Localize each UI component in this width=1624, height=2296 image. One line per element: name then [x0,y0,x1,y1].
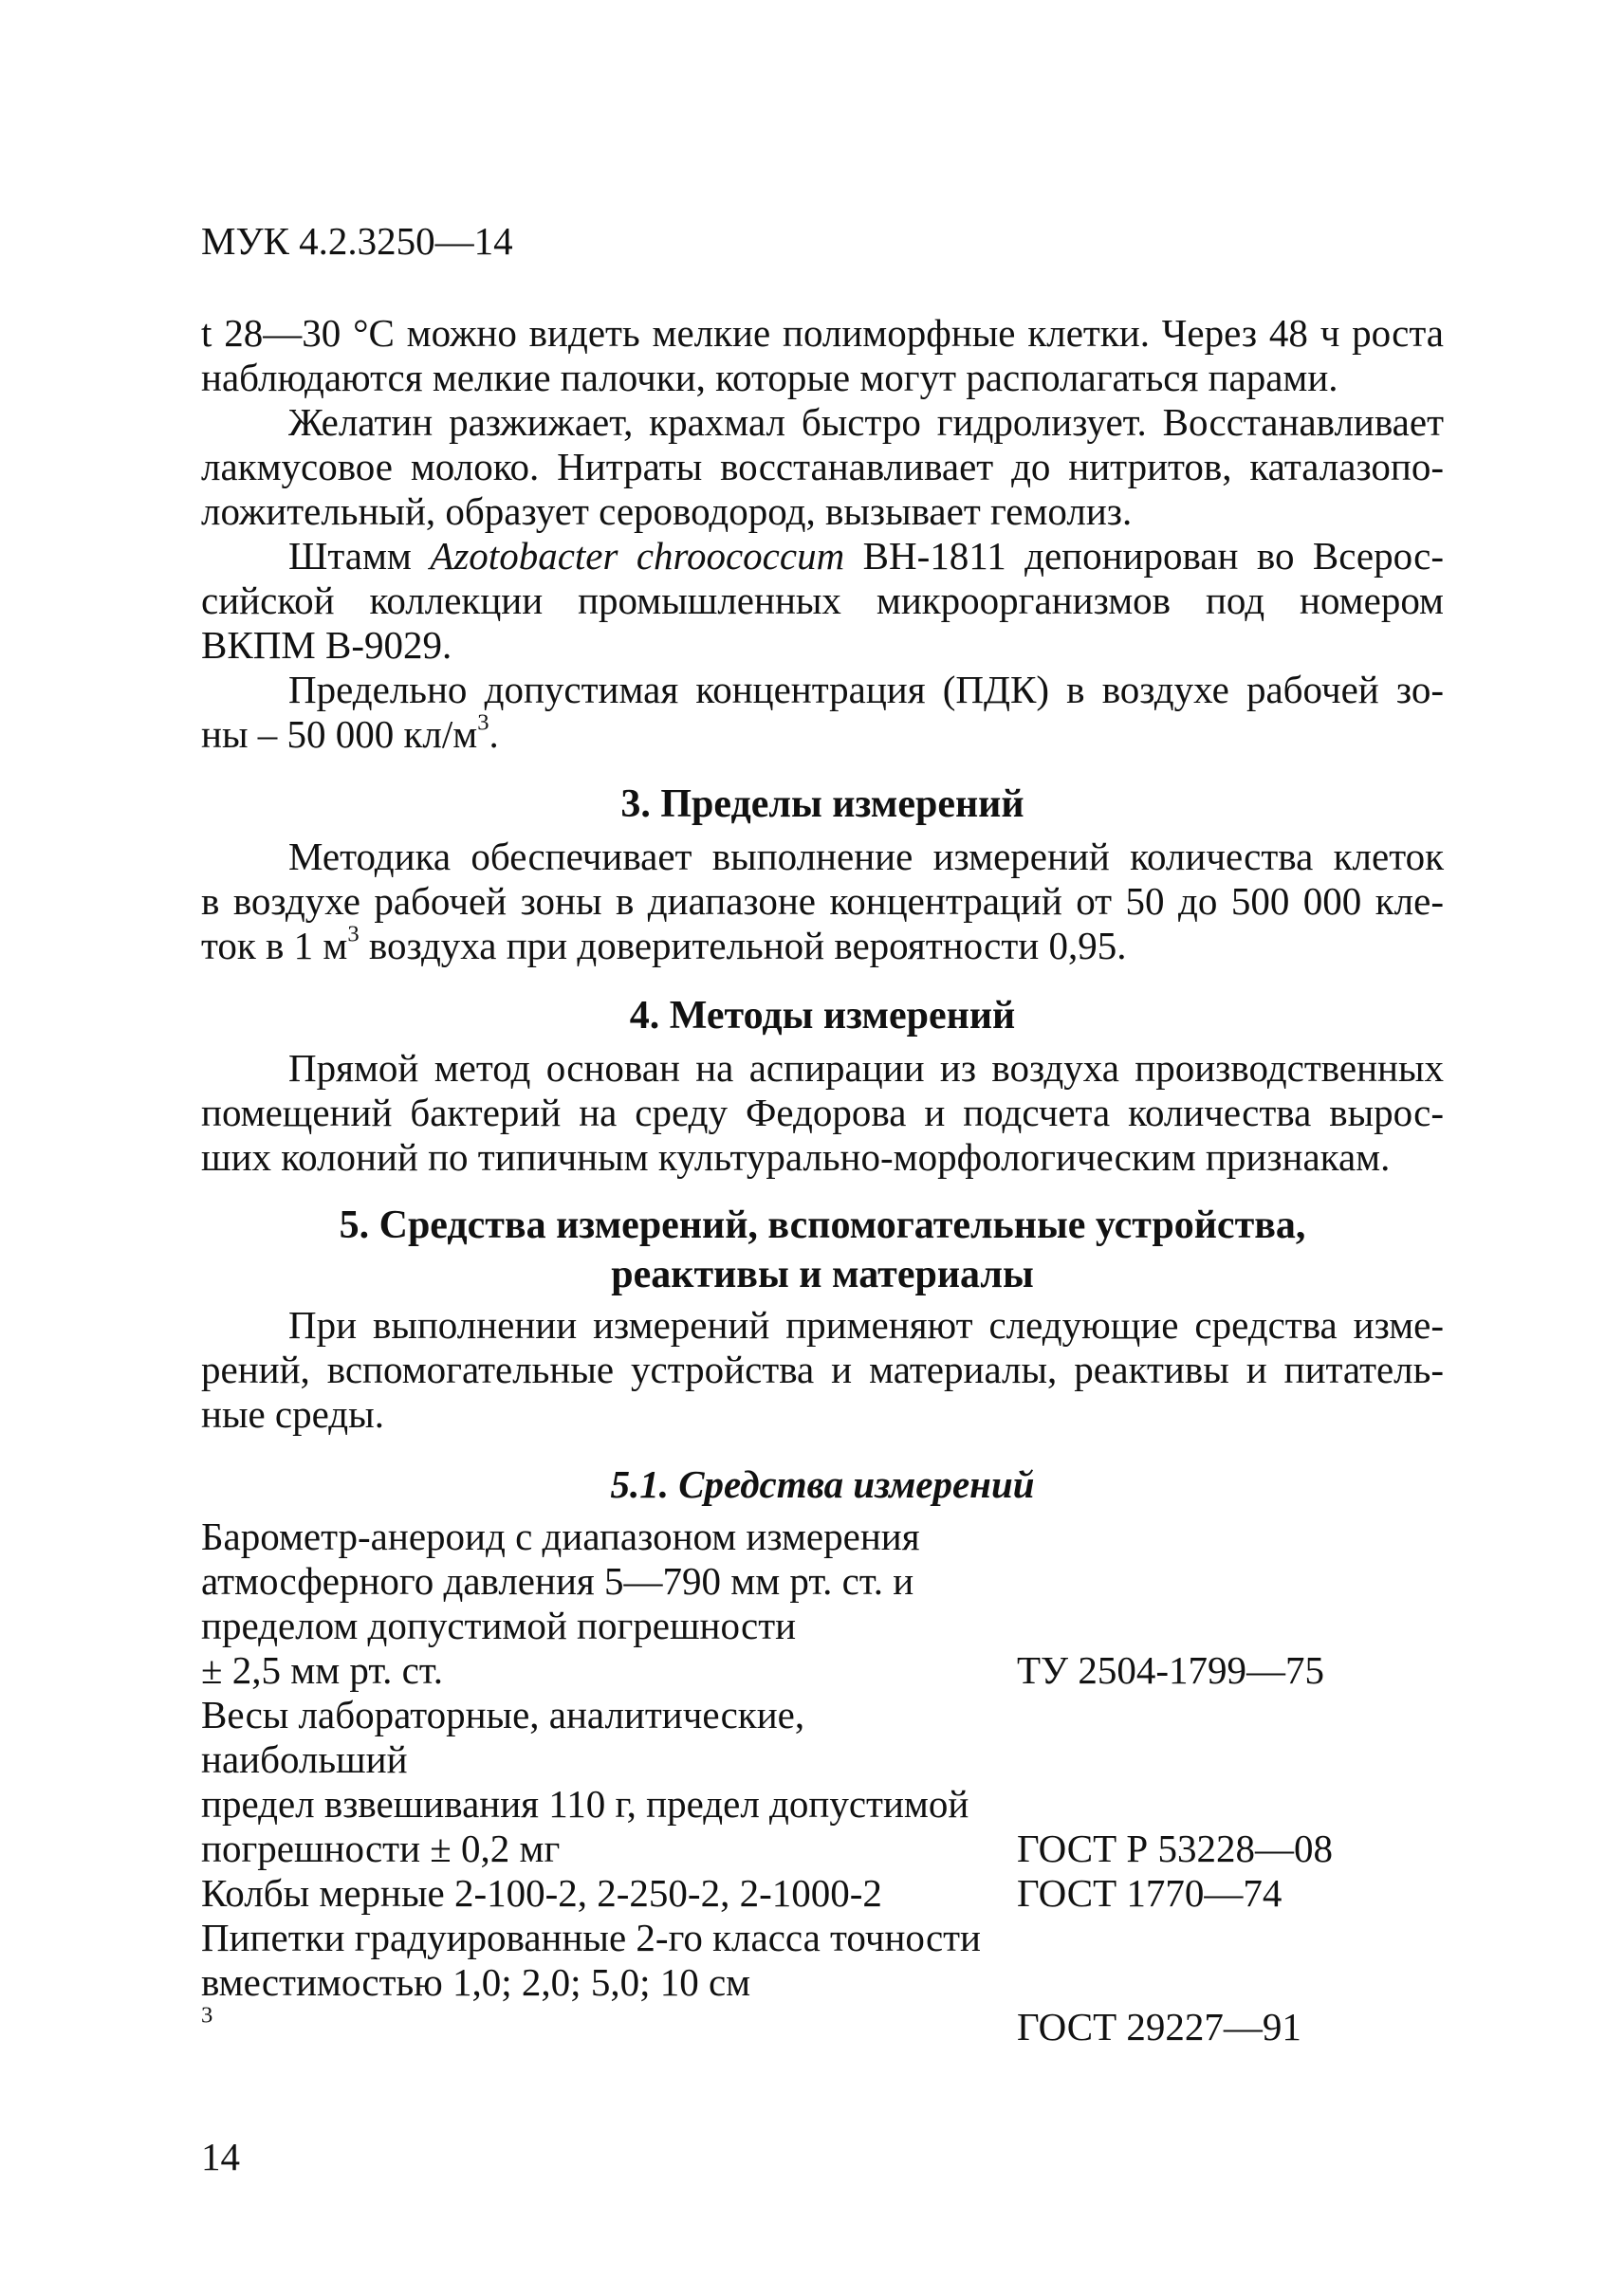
list-item [201,1693,1444,1871]
list-item [201,1916,1444,2049]
superscript: 3 [477,709,489,736]
text-line: При выполнении измерений применяют следующие средства изме- [288,1303,1444,1347]
instrument-description [201,1693,988,1871]
instrument-standard: ГОСТ Р 53228—08 [1017,1827,1333,1870]
text-line: ные среды. [201,1392,384,1436]
superscript: 3 [201,2002,213,2029]
text-line: t 28—30 °С можно видеть мелкие полиморфные клетки. Через 48 ч роста [201,311,1444,355]
section-4-text [201,1046,1444,1180]
organism-name: Azotobacter chroococcum [430,534,845,578]
text-line: Методика обеспечивает выполнение измерений количества клеток [288,835,1444,878]
text-line [201,709,1444,757]
text-line: Весы лабораторные, аналитические, наибольший [201,1693,805,1781]
text-line: ложительный, образует сероводород, вызывает гемолиз. [201,489,1133,533]
paragraph-growth [201,311,1444,400]
section-3-title: 3. Пределы измерений [620,782,1024,826]
instrument-description [201,1916,988,2049]
text-fragment: ВН-1811 депонирован во Всерос- [844,534,1444,578]
list-item [201,1871,1444,1916]
text-line: пределом допустимой погрешности [201,1604,797,1647]
text-line: Колбы мерные 2-100-2, 2-250-2, 2-1000-2 [201,1871,882,1915]
text-line [201,921,1444,968]
text-fragment: вместимостью 1,0; 2,0; 5,0; 10 см [201,1960,751,2004]
document-code-header: МУК 4.2.3250—14 [201,219,513,263]
instrument-standard: ГОСТ 29227—91 [1017,2005,1301,2048]
list-item [201,1515,1444,1693]
title-line: 5. Средства измерений, вспомогательные устройства, [339,1203,1306,1247]
text-line: наблюдаются мелкие палочки, которые могут располагаться парами. [201,356,1338,399]
text-line: в воздухе рабочей зоны в диапазоне концентраций от 50 до 500 000 кле- [201,879,1444,923]
text-line: помещений бактерий на среду Федорова и подсчета количества вырос- [201,1091,1444,1134]
text-line: Барометр-анероид с диапазоном измерения [201,1515,920,1558]
text-fragment: Штамм [288,534,431,578]
text-fragment: . [489,712,499,756]
paragraph-strain-deposit [201,534,1444,668]
paragraph-biochemistry [201,400,1444,534]
text-line: Пипетки градуированные 2-го класса точности [201,1916,982,1959]
text-line: рений, вспомогательные устройства и материалы, реактивы и питатель- [201,1348,1444,1391]
text-line: атмосферного давления 5—790 мм рт. ст. и [201,1559,914,1603]
text-line: погрешности ± 0,2 мг [201,1827,561,1870]
instrument-standard: ТУ 2504-1799—75 [1017,1648,1324,1692]
text-line: сийской коллекции промышленных микроорганизмов под номером [201,579,1444,622]
page-number: 14 [201,2135,240,2178]
text-line [201,534,1444,579]
text-line [201,1960,988,2049]
paragraph-mac [201,668,1444,757]
title-line: реактивы и материалы [611,1253,1034,1296]
section-5-title [201,1201,1444,1299]
section-4-title: 4. Методы измерений [629,994,1016,1038]
text-fragment: воздуха при доверительной вероятности 0,95. [359,924,1127,967]
text-line: Предельно допустимая концентрация (ПДК) в воздухе рабочей зо- [288,668,1444,711]
section-3-text [201,835,1444,968]
page-content [201,311,1444,2049]
text-fragment: ны – 50 000 кл/м [201,712,478,756]
instrument-standard: ГОСТ 1770—74 [1017,1871,1283,1915]
text-line: Желатин разжижает, крахмал быстро гидролизует. Восстанавливает [288,400,1444,444]
text-line: предел взвешивания 110 г, предел допустимой [201,1782,969,1826]
measuring-instruments-list [201,1515,1444,2049]
instrument-description [201,1515,988,1693]
instrument-description [201,1871,988,1916]
text-line: ВКПМ В-9029. [201,623,452,667]
text-line: лакмусовое молоко. Нитраты восстанавливает до нитритов, каталазопо- [201,445,1444,488]
section-5-text [201,1303,1444,1437]
text-line: ших колоний по типичным культурально-морфологическим признакам. [201,1135,1391,1179]
text-fragment: ток в 1 м [201,924,348,967]
subsection-5-1-title: 5.1. Средства измерений [610,1462,1035,1506]
text-line: ± 2,5 мм рт. ст. [201,1648,443,1692]
text-line: Прямой метод основан на аспирации из воздуха производственных [288,1046,1444,1090]
superscript: 3 [347,921,360,947]
